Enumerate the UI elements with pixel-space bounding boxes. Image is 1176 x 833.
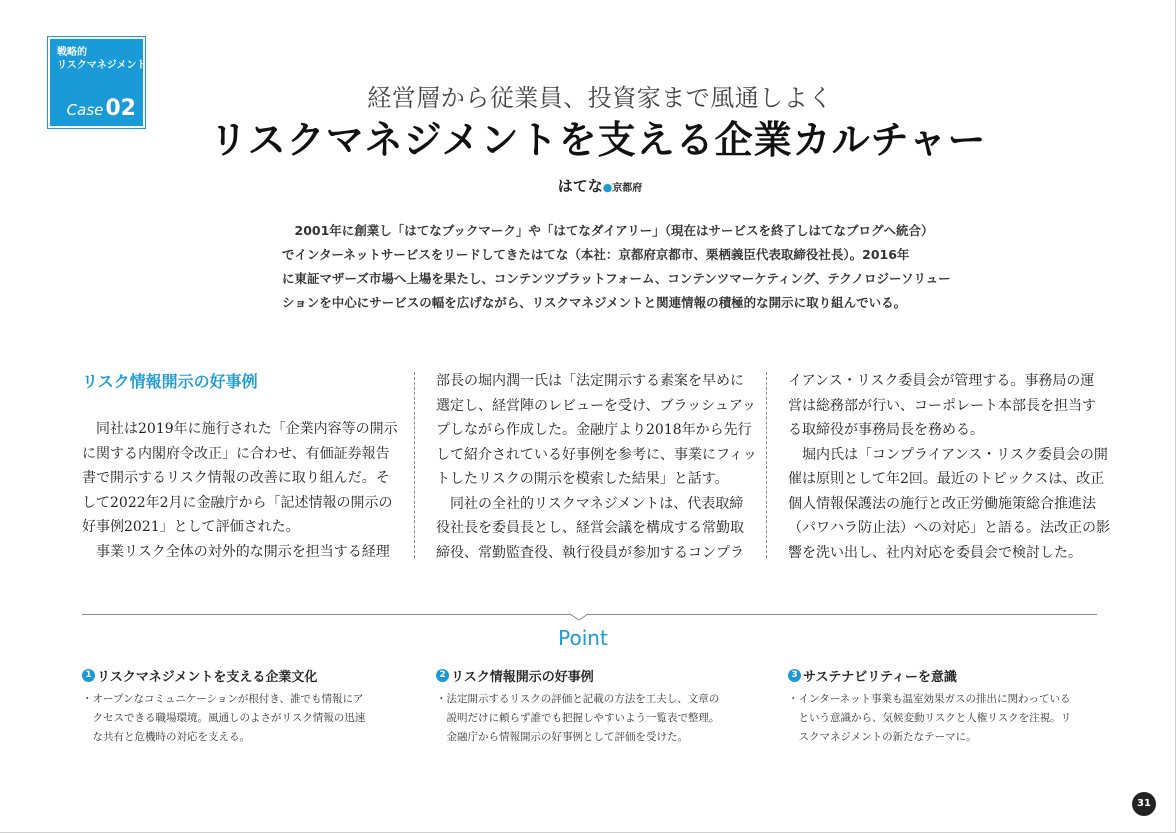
- point-heading: [82, 665, 402, 685]
- body-line: 営は総務部が行い、コーポレート本部長を担当す: [788, 397, 1096, 414]
- body-line: 締役、常勤監査役、執行役員が参加するコンプラ: [436, 544, 744, 561]
- point-body: [788, 690, 1108, 747]
- body-line: 事業リスク全体の対外的な開示を担当する経理: [82, 543, 390, 560]
- body-line: 個人情報保護法の施行と改正労働施策総合推進法: [788, 495, 1096, 512]
- body-line: 催は原則として年2回。最近のトピックスは、改正: [788, 471, 1105, 487]
- body-line: （パワハラ防止法）への対応」と語る。法改正の影: [788, 520, 1110, 536]
- badge-case-word: Case: [66, 101, 104, 119]
- lead-line: 2001年に創業し「はてなブックマーク」や「はてなダイアリー」（現在はサービスを終了しはてなブログへ統合）: [282, 223, 934, 238]
- body-line: して紹介されている好事例を参考に、事業にフィッ: [436, 446, 757, 463]
- body-line: に関する内閣府令改正」に合わせ、有価証券報告: [82, 445, 390, 462]
- point-number-icon: 3: [788, 669, 801, 682]
- point-line: ・インターネット事業も温室効果ガスの排出に関わっている: [788, 693, 1071, 705]
- column-divider: [766, 372, 767, 558]
- point-number-icon: 2: [436, 669, 449, 682]
- column-divider: [414, 372, 415, 558]
- article-subtitle: 経営層から従業員、投資家まで風通しよく: [367, 84, 833, 112]
- point-body: [436, 690, 756, 747]
- point-title: Point: [558, 626, 608, 650]
- company-location: 京都府: [612, 183, 643, 194]
- point-number-icon: 1: [82, 669, 95, 682]
- body-line: る取締役が事務局長を務める。: [788, 422, 984, 438]
- badge-category: 戦略的: [57, 47, 87, 58]
- badge-case-number: 02: [105, 96, 136, 121]
- body-line: 同社の全社的リスクマネジメントは、代表取締: [436, 495, 744, 512]
- badge-category-sub: リスクマネジメント: [57, 60, 147, 71]
- body-line: 部長の堀内潤一氏は「法定開示する素案を早めに: [436, 373, 744, 389]
- body-line: 役社長を委員長とし、経営会議を構成する常勤取: [436, 520, 744, 536]
- article-title: リスクマネジメントを支える企業カルチャー: [209, 117, 987, 162]
- point-line: ・オープンなコミュニケーションが根付き、誰でも情報にア: [82, 693, 364, 705]
- page-number: 31: [1132, 792, 1156, 816]
- body-line: 選定し、経営陣のレビューを受け、ブラッシュアッ: [436, 397, 756, 414]
- body-line: 響を洗い出し、社内対応を委員会で検討した。: [788, 544, 1082, 561]
- point-notch-icon: [570, 606, 588, 620]
- body-line: プしながら作成した。金融庁より2018年から先行: [436, 422, 752, 438]
- body-line: イアンス・リスク委員会が管理する。事務局の運: [788, 373, 1095, 389]
- point-line: 金融庁から情報開示の好事例として評価を受けた。: [436, 731, 688, 743]
- point-line: クセスできる職場環境。風通しのよさがリスク情報の迅速: [82, 712, 366, 724]
- body-line: して2022年2月に金融庁から「記述情報の開示の: [82, 494, 393, 511]
- location-dot-icon: ●: [602, 181, 613, 194]
- company-line: [0, 175, 1176, 196]
- body-line: トしたリスクの開示を模索した結果」と話す。: [436, 471, 729, 487]
- point-heading-text: リスクマネジメントを支える企業文化: [97, 669, 318, 685]
- point-line: 説明だけに頼らず誰でも把握しやすいよう一覧表で整理。: [436, 712, 720, 724]
- lead-line: に東証マザーズ市場へ上場を果たし、コンテンツプラットフォーム、コンテンツマーケティング、テクノロジーソリュー: [282, 271, 951, 286]
- body-line: 同社は2019年に施行された「企業内容等の開示: [82, 421, 398, 437]
- lead-paragraph: [282, 219, 951, 315]
- body-line: 堀内氏は「コンプライアンス・リスク委員会の開: [788, 446, 1108, 463]
- body-line: 書で開示するリスク情報の改善に取り組んだ。そ: [82, 470, 390, 486]
- point-heading-text: サステナビリティーを意識: [803, 669, 957, 685]
- body-column-3: [788, 369, 1110, 565]
- point-divider: [82, 614, 1097, 615]
- point-item: [82, 665, 402, 747]
- point-line: スクマネジメントの新たなテーマに。: [788, 731, 977, 743]
- body-line: 好事例2021」として評価された。: [82, 519, 300, 535]
- body-column-2: [436, 369, 757, 565]
- company-name: はてな: [557, 177, 603, 195]
- point-body: [82, 690, 402, 747]
- point-line: という意識から、気候変動リスクと人権リスクを注視。リ: [788, 712, 1072, 724]
- body-column-1: [82, 369, 397, 564]
- point-heading: [788, 665, 1108, 685]
- section-heading: リスク情報開示の好事例: [82, 372, 258, 391]
- point-line: ・法定開示するリスクの評価と記載の方法を工夫し、文章の: [436, 693, 720, 705]
- lead-line: ションを中心にサービスの幅を広げながら、リスクマネジメントと関連情報の積極的な開示に取り組んでいる。: [282, 295, 907, 310]
- point-heading: [436, 665, 756, 685]
- lead-line: でインターネットサービスをリードしてきたはてな（本社：京都府京都市、栗栖義臣代表取締役社長）。2016年: [282, 247, 910, 262]
- point-heading-text: リスク情報開示の好事例: [451, 669, 594, 685]
- point-item: [788, 665, 1108, 747]
- point-line: な共有と危機時の対応を支える。: [82, 731, 250, 743]
- point-item: [436, 665, 756, 747]
